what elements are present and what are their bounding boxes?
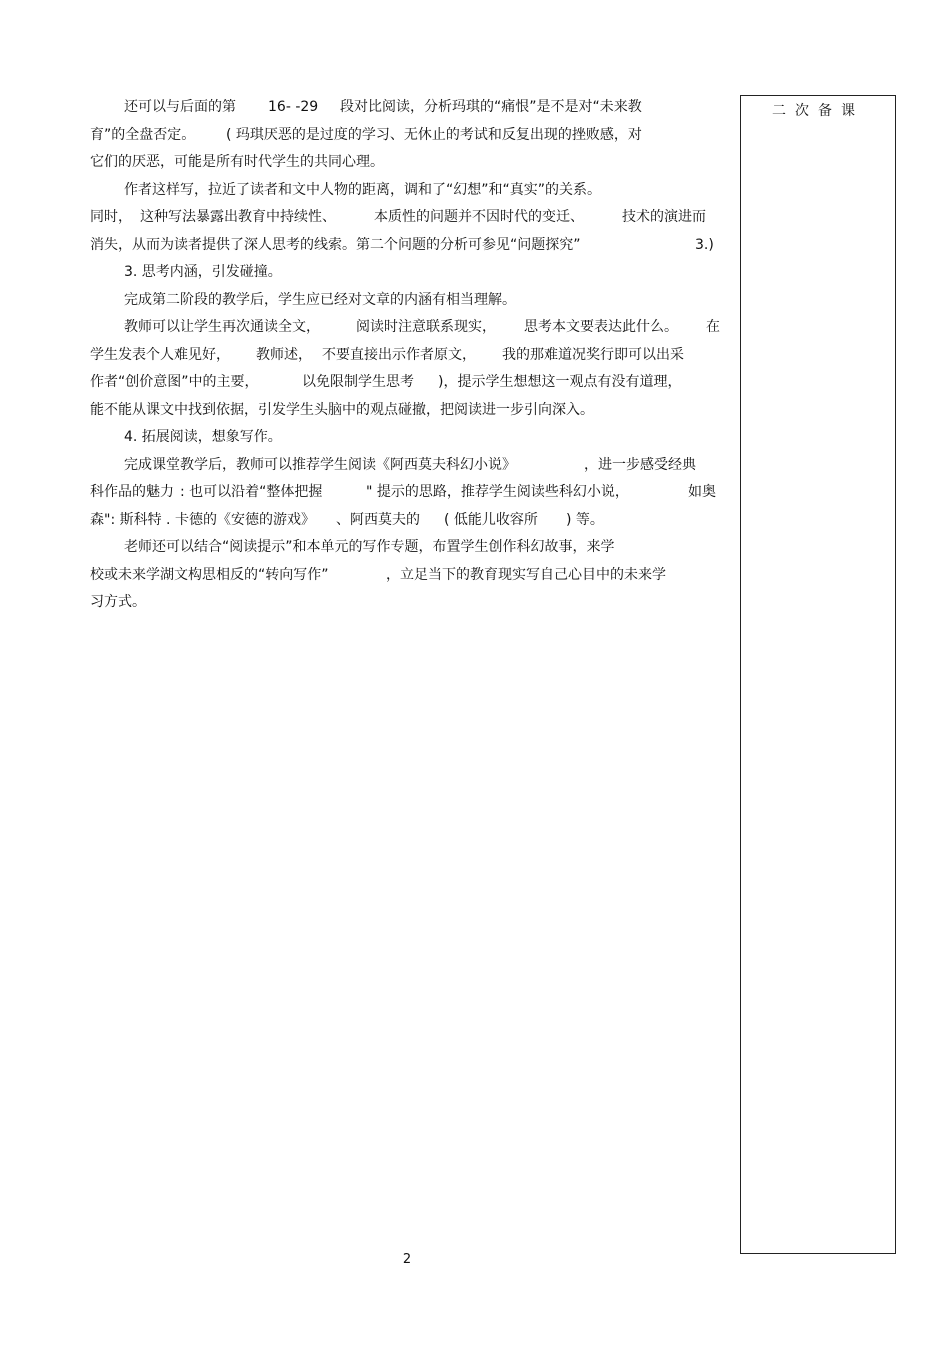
text-line — [90, 479, 722, 507]
text-segment: ) 等。 — [566, 511, 604, 528]
text-segment: 3. 思考内涵，引发碰撞。 — [124, 264, 282, 280]
text-segment: 阅读时注意联系现实， — [356, 319, 496, 335]
text-segment: ( 低能儿收容所 — [444, 511, 538, 528]
text-segment: 科作品的魅力 — [90, 484, 174, 500]
text-line — [90, 424, 722, 452]
text-segment: 在 — [706, 319, 720, 335]
text-line — [90, 589, 722, 617]
text-segment: 4. 拓展阅读，想象写作。 — [124, 429, 282, 445]
text-segment: 不要直接出示作者原文， — [322, 346, 476, 363]
text-line — [90, 232, 722, 260]
text-line — [90, 369, 722, 397]
text-segment: 作者“创价意图”中的主要， — [90, 374, 259, 390]
text-segment: : 也可以沿着“整体把握 — [180, 484, 323, 500]
text-line — [90, 204, 722, 232]
text-segment: 校或未来学湖文构思相反的“转向写作” — [90, 566, 329, 583]
text-segment: 消失，从而为读者提供了深人思考的线索。第二个问题的分析可参见“问题探究” — [90, 236, 581, 253]
text-segment: 技术的演进而 — [622, 209, 706, 225]
text-segment: 育”的全盘否定。 — [90, 126, 196, 143]
text-line — [90, 177, 722, 205]
text-line — [90, 149, 722, 177]
text-segment: 教师可以让学生再次通读全文， — [124, 319, 320, 335]
body-text — [90, 94, 722, 617]
text-segment: 段对比阅读，分析玛琪的“痛恨”是不是对“未来教 — [340, 99, 642, 115]
text-segment: )，提示学生想想这一观点有没有道理， — [438, 374, 682, 390]
text-segment: ( 玛琪厌恶的是过度的学习、无休止的考试和反复出现的挫败感，对 — [226, 126, 642, 143]
text-segment: " 提示的思路，推荐学生阅读些科幻小说， — [366, 484, 629, 500]
text-line — [90, 122, 722, 150]
text-segment: 习方式。 — [90, 594, 146, 610]
secondary-prep-title: 二次备课 — [772, 103, 864, 119]
text-segment: ，进一步感受经典 — [584, 456, 696, 473]
text-line — [90, 397, 722, 425]
text-segment: 它们的厌恶，可能是所有时代学生的共同心理。 — [90, 154, 384, 170]
text-line — [90, 287, 722, 315]
text-segment: 完成第二阶段的教学后，学生应已经对文章的内涵有相当理解。 — [124, 291, 516, 308]
text-segment: 我的那难道况奖行即可以出采 — [502, 346, 684, 363]
text-line — [90, 534, 722, 562]
text-line — [90, 342, 722, 370]
text-segment: 、阿西莫夫的 — [336, 511, 420, 528]
text-segment: 思考本文要表达此什么。 — [524, 319, 678, 335]
text-line — [90, 94, 722, 122]
text-line — [90, 562, 722, 590]
text-segment: 作者这样写，拉近了读者和文中人物的距离，调和了“幻想”和“真实”的关系。 — [124, 181, 602, 198]
text-segment: 还可以与后面的第 — [124, 99, 236, 115]
text-segment: 这种写法暴露出教育中持续性、 — [140, 209, 336, 225]
text-segment: 学生发表个人难见好， — [90, 346, 230, 363]
text-segment: 3.) — [695, 236, 714, 253]
text-segment: 同时， — [90, 209, 132, 225]
text-line — [90, 314, 722, 342]
page-number: 2 — [402, 1252, 412, 1267]
text-segment: 如奥 — [688, 484, 716, 500]
secondary-prep-column — [740, 95, 896, 1254]
text-segment: 能不能从课文中找到依据，引发学生头脑中的观点碰撤，把阅读进一步引向深入。 — [90, 401, 594, 418]
text-segment: 教师述， — [256, 346, 312, 363]
text-line — [90, 259, 722, 287]
text-segment: ，立足当下的教育现实写自己心目中的未来学 — [386, 566, 666, 583]
text-segment: 16- -29 — [268, 99, 319, 115]
text-segment: 以免限制学生思考 — [302, 374, 414, 390]
text-line — [90, 452, 722, 480]
text-segment: 本质性的问题并不因时代的变迁、 — [374, 209, 584, 225]
text-line — [90, 507, 722, 535]
text-segment: 老师还可以结合“阅读提示”和本单元的写作专题，布置学生创作科幻故事，来学 — [124, 539, 615, 555]
text-segment: 森": 斯科特 . 卡德的《安德的游戏》 — [90, 511, 315, 528]
text-segment: 完成课堂教学后，教师可以推荐学生阅读《阿西莫夫科幻小说》 — [124, 456, 516, 473]
